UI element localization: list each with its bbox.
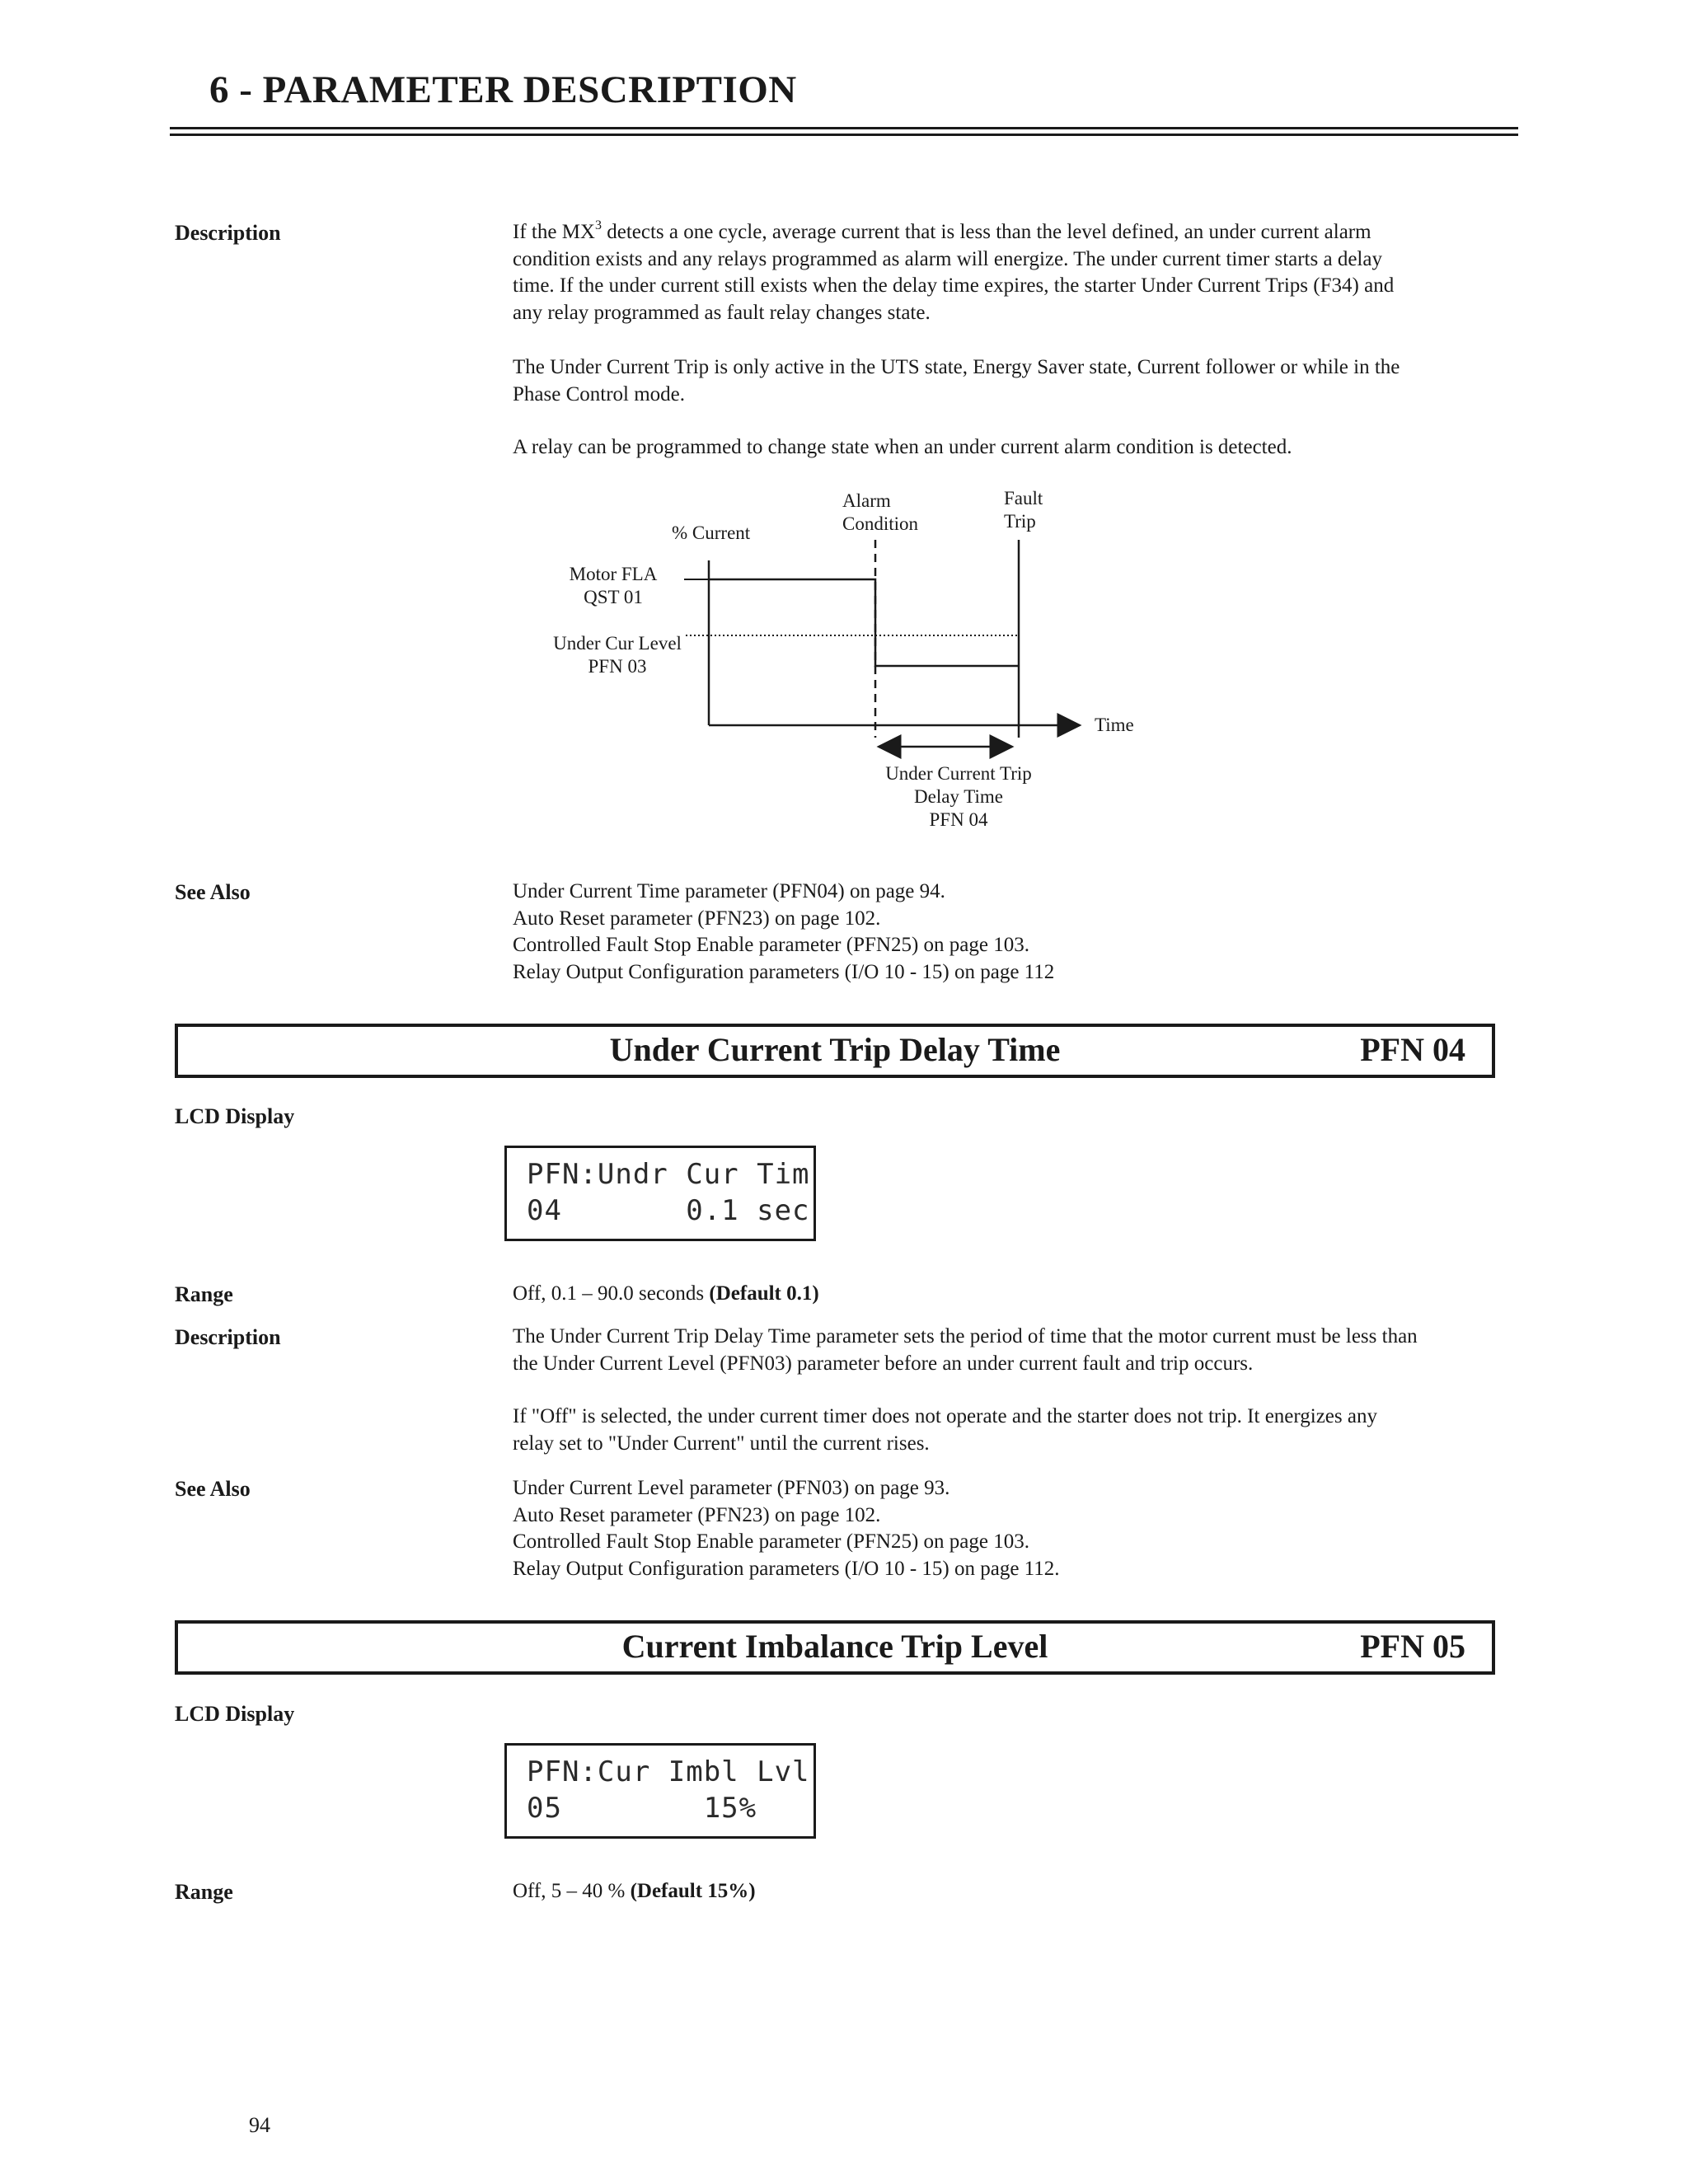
- see-also-item: Under Current Level parameter (PFN03) on page 93.: [513, 1477, 950, 1499]
- pfn04-description: The Under Current Trip Delay Time parameter sets the period of time that the motor current must be less than the Under Current Level (PFN03) parameter before an under current fault and trip occurs.: [513, 1325, 1418, 1375]
- see-also-item: Under Current Time parameter (PFN04) on page 94.: [513, 880, 945, 902]
- pfn04-lcd-display: [504, 1146, 816, 1241]
- description-label: Description: [175, 1325, 281, 1349]
- current-trace: [709, 579, 1019, 666]
- see-also-item: Relay Output Configuration parameters (I/O 10 - 15) on page 112.: [513, 1557, 1060, 1580]
- under-current-level-label: PFN 03: [588, 656, 647, 677]
- see-also-label: See Also: [175, 1477, 251, 1501]
- pfn05-code: PFN 05: [1360, 1628, 1465, 1665]
- pfn04-code: PFN 04: [1360, 1031, 1465, 1068]
- pfn05-header: [175, 1620, 1495, 1675]
- under-current-level-label: Under Cur Level: [553, 633, 682, 654]
- range-label: Range: [175, 1282, 233, 1306]
- description-paragraph-2: The Under Current Trip is only active in the UTS state, Energy Saver state, Current follower or while in the Phase Control mode.: [513, 356, 1400, 405]
- description-text: If the $MX^3$ detects a one cycle, average current that is less than the level defined, an under current alarm condition exists and any relays programmed as alarm will energize. The under current timer starts a delay time. If the under current still exists when the delay time expires, the starter Under Current Trips (F34) and any relay programmed as fault relay changes state.: [513, 218, 1395, 324]
- lcd-line-2: 04 0.1 sec: [527, 1194, 810, 1227]
- lcd-line-1: PFN:Undr Cur Tim: [527, 1158, 810, 1191]
- see-also-item: Auto Reset parameter (PFN23) on page 102.: [513, 1503, 881, 1526]
- pfn05-range: Off, 5 – 40 % (Default 15%): [513, 1880, 756, 1902]
- description-paragraph-3: A relay can be programmed to change state when an under current alarm condition is detected.: [513, 436, 1292, 458]
- see-also-label: See Also: [175, 880, 251, 904]
- see-also-item: Auto Reset parameter (PFN23) on page 102.: [513, 907, 881, 930]
- see-also-item: Relay Output Configuration parameters (I/O 10 - 15) on page 112: [513, 960, 1055, 983]
- lcd-line-1: PFN:Cur Imbl Lvl: [527, 1755, 810, 1788]
- pfn04-header: [175, 1024, 1495, 1078]
- pfn04-description-2: If "Off" is selected, the under current timer does not operate and the starter does not trip. It energizes any relay set to "Under Current" until the current rises.: [513, 1405, 1377, 1455]
- fault-label: Trip: [1004, 511, 1036, 532]
- lcd-display-label: LCD Display: [175, 1702, 295, 1726]
- chapter-title: 6 - PARAMETER DESCRIPTION: [209, 68, 797, 111]
- motor-fla-label: QST 01: [584, 587, 643, 607]
- x-axis-label: Time: [1095, 715, 1134, 735]
- description-label: Description: [175, 221, 281, 245]
- pfn05-title: Current Imbalance Trip Level: [621, 1628, 1048, 1665]
- see-also-item: Controlled Fault Stop Enable parameter (PFN25) on page 103.: [513, 934, 1029, 956]
- see-also-list: [513, 879, 1502, 986]
- range-label: Range: [175, 1880, 233, 1904]
- delay-label: Under Current Trip: [885, 763, 1032, 784]
- alarm-label: Alarm: [842, 490, 891, 511]
- lcd-display-label: LCD Display: [175, 1104, 295, 1128]
- alarm-label: Condition: [842, 513, 919, 534]
- page-number: 94: [249, 2113, 270, 2137]
- pfn04-title: Under Current Trip Delay Time: [609, 1031, 1061, 1068]
- pfn04-range: Off, 0.1 – 90.0 seconds (Default 0.1): [513, 1282, 819, 1305]
- fault-label: Fault: [1004, 488, 1043, 509]
- pfn04-see-also-list: [513, 1475, 1502, 1582]
- see-also-item: Controlled Fault Stop Enable parameter (PFN25) on page 103.: [513, 1530, 1029, 1553]
- y-axis-label: % Current: [672, 523, 751, 543]
- lcd-line-2: 05 15%: [527, 1792, 757, 1825]
- delay-label: PFN 04: [929, 809, 988, 830]
- under-current-diagram: [0, 0, 1688, 857]
- motor-fla-label: Motor FLA: [569, 564, 658, 584]
- pfn05-lcd-display: [504, 1743, 816, 1839]
- delay-label: Delay Time: [914, 786, 1003, 807]
